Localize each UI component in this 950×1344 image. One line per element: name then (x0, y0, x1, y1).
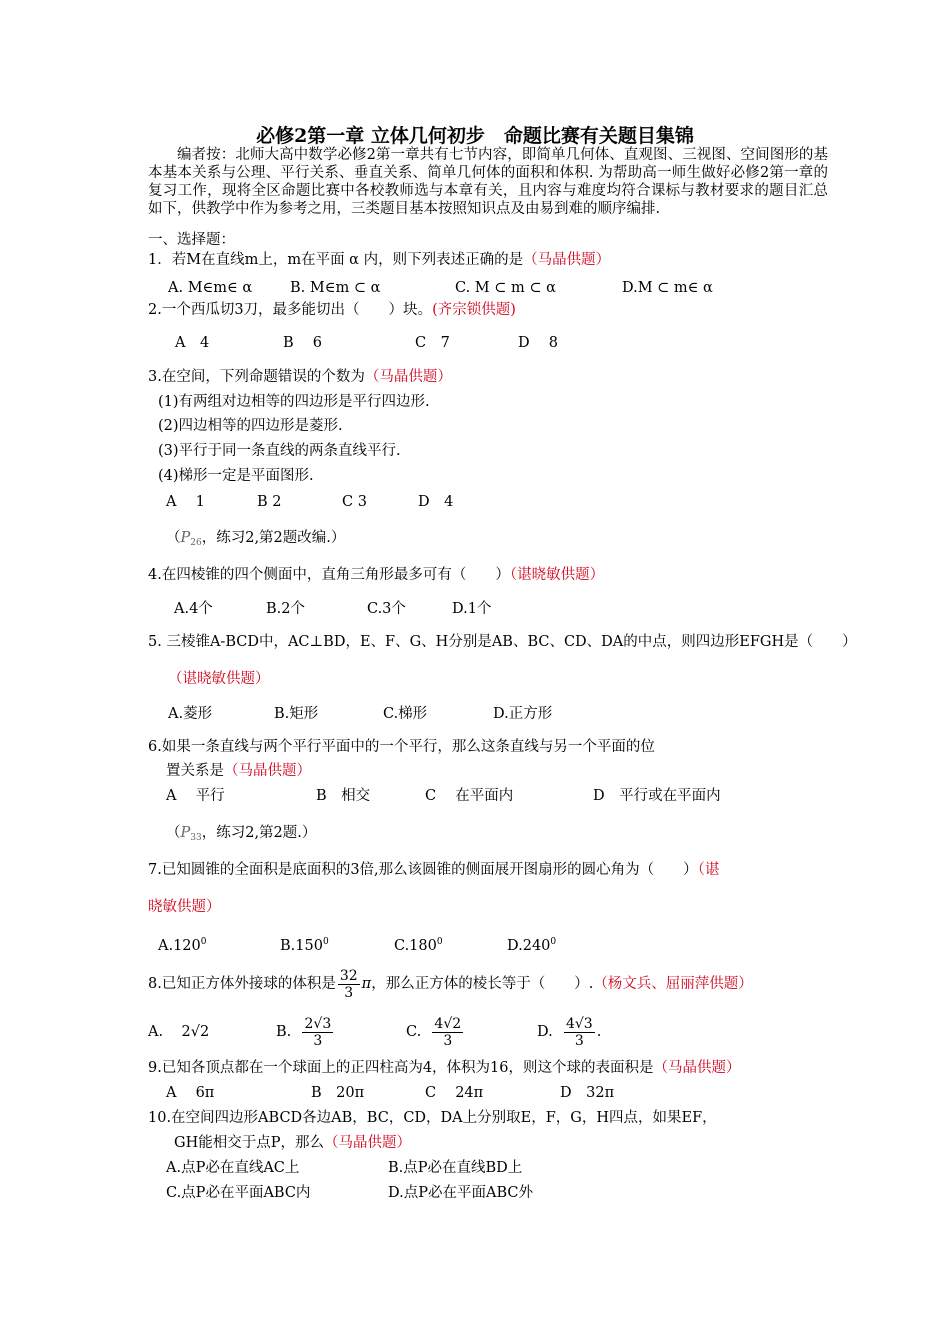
option-b: B 相交 (316, 788, 371, 804)
statement-1: (1)有两组对边相等的四边形是平行四边形. (158, 394, 430, 410)
option-d: D 32π (560, 1085, 615, 1101)
question-7: 7.已知圆锥的全面积是底面积的3倍,那么该圆锥的侧面展开图扇形的圆心角为（ ）（谌 (148, 862, 720, 878)
option-c: C.3个 (367, 601, 406, 617)
question-1: 1．若M在直线m上，m在平面 α 内，则下列表述正确的是（马晶供题） (148, 252, 611, 268)
source-credit: （马晶供题） (323, 1135, 411, 1151)
option-c: C. $\frac{4√2}{3}$ (406, 1015, 462, 1049)
question-2: 2.一个西瓜切3刀，最多能切出（ ）块。(齐宗锁供题) (148, 302, 516, 318)
option-b: B.150$^0$ (280, 937, 329, 954)
option-a: A. 2√2 (148, 1024, 210, 1040)
option-c: C.180$^0$ (394, 937, 443, 954)
question-10: 10.在空间四边形ABCD各边AB，BC，CD，DA上分别取E，F，G，H四点，如果EF， (148, 1110, 717, 1126)
section-heading: 一、选择题： (148, 232, 235, 248)
option-b: B 20π (311, 1085, 365, 1101)
option-a: A 1 (166, 494, 205, 510)
question-6-cont: 置关系是（马晶供题） (166, 763, 311, 779)
option-c: C.梯形 (383, 706, 428, 722)
option-c: C 24π (425, 1085, 484, 1101)
source-credit: （马晶供题） (653, 1060, 741, 1076)
question-9: 9.已知各顶点都在一个球面上的正四柱高为4，体积为16，则这个球的表面积是（马晶供题） (148, 1060, 741, 1076)
question-8: 8.已知正方体外接球的体积是 $\frac{32}{3}$ π，那么正方体的棱长等于（ ）.（杨文兵、屈丽萍供题） (148, 967, 753, 1001)
option-b: B. $\frac{2√3}{3}$ (276, 1015, 332, 1049)
option-d: D.点P必在平面ABC外 (388, 1185, 533, 1201)
source-credit: （谌晓敏供题） (509, 567, 605, 583)
question-4: 4.在四棱锥的四个侧面中，直角三角形最多可有（ ）（谌晓敏供题） (148, 567, 605, 583)
option-a: A.菱形 (168, 706, 213, 722)
option-b: B 2 (257, 494, 282, 510)
option-a: A.4个 (174, 601, 213, 617)
option-b: B. M∈m ⊂ α (290, 280, 381, 296)
option-a: A 4 (175, 335, 210, 351)
option-b: B 6 (283, 335, 322, 351)
editor-note: 编者按：北师大高中数学必修2第一章共有七节内容，即简单几何体、直观图、三视图、空间图形的基本基本关系与公理、平行关系、垂直关系、简单几何体的面积和体积. 为帮助高一师生做好必修2第一章的复习工作，现将全区命题比赛中各校教师选与本章有关，且内容与难度均符合课标与教材要求的题目汇总如下，供教学中作为参考之用，三类题目基本按照知识点及由易到难的顺序编排. (148, 147, 828, 217)
option-a: A.点P必在直线AC上 (166, 1160, 300, 1176)
option-d: D.M ⊂ m∈ α (622, 280, 713, 296)
statement-2: (2)四边相等的四边形是菱形. (158, 418, 343, 434)
option-c: C 3 (342, 494, 367, 510)
question-10-cont: GH能相交于点P，那么（马晶供题） (174, 1135, 411, 1151)
option-d: D.正方形 (493, 706, 553, 722)
option-a: A. M∈m∈ α (168, 280, 253, 296)
option-d: D 8 (518, 335, 558, 351)
option-d: D 平行或在平面内 (593, 788, 721, 804)
option-d: D 4 (418, 494, 454, 510)
question-3-note: （$P_{26}$，练习2,第2题改编.） (166, 530, 346, 548)
statement-3: (3)平行于同一条直线的两条直线平行. (158, 443, 401, 459)
option-a: A 6π (166, 1085, 215, 1101)
option-d: D. $\frac{4√3}{3}$ . (537, 1015, 602, 1049)
fraction: $\frac{32}{3}$ (339, 967, 358, 1001)
option-d: D.240$^0$ (507, 937, 557, 954)
question-5: 5. 三棱锥A-BCD中，AC⊥BD，E、F、G、H分别是AB、BC、CD、DA的中点，则四边形EFGH是（ ） (148, 634, 857, 650)
question-3: 3.在空间，下列命题错误的个数为（马晶供题） (148, 369, 452, 385)
question-6-note: （$P_{33}$，练习2,第2题.） (166, 825, 317, 843)
option-b: B.点P必在直线BD上 (388, 1160, 523, 1176)
page-title: 必修2第一章 立体几何初步 命题比赛有关题目集锦 (256, 125, 694, 147)
source-credit: （杨文兵、屈丽萍供题） (593, 976, 753, 992)
source-credit: （谌 (697, 862, 720, 878)
option-c: C.点P必在平面ABC内 (166, 1185, 311, 1201)
option-b: B.2个 (266, 601, 305, 617)
question-6: 6.如果一条直线与两个平行平面中的一个平行，那么这条直线与另一个平面的位 (148, 739, 655, 755)
source-credit: （谌晓敏供题） (168, 671, 270, 687)
option-c: C 7 (415, 335, 450, 351)
source-credit: （马晶供题） (523, 252, 611, 268)
source-credit: （马晶供题） (224, 763, 311, 779)
option-c: C 在平面内 (425, 788, 514, 804)
source-credit: （马晶供题） (364, 369, 452, 385)
source-credit: (齐宗锁供题) (432, 302, 516, 318)
source-credit-cont: 晓敏供题） (148, 899, 221, 915)
option-c: C. M ⊂ m ⊂ α (455, 280, 556, 296)
option-a: A.120$^0$ (158, 937, 207, 954)
option-b: B.矩形 (274, 706, 319, 722)
statement-4: (4)梯形一定是平面图形. (158, 468, 314, 484)
option-d: D.1个 (452, 601, 492, 617)
option-a: A 平行 (166, 788, 225, 804)
